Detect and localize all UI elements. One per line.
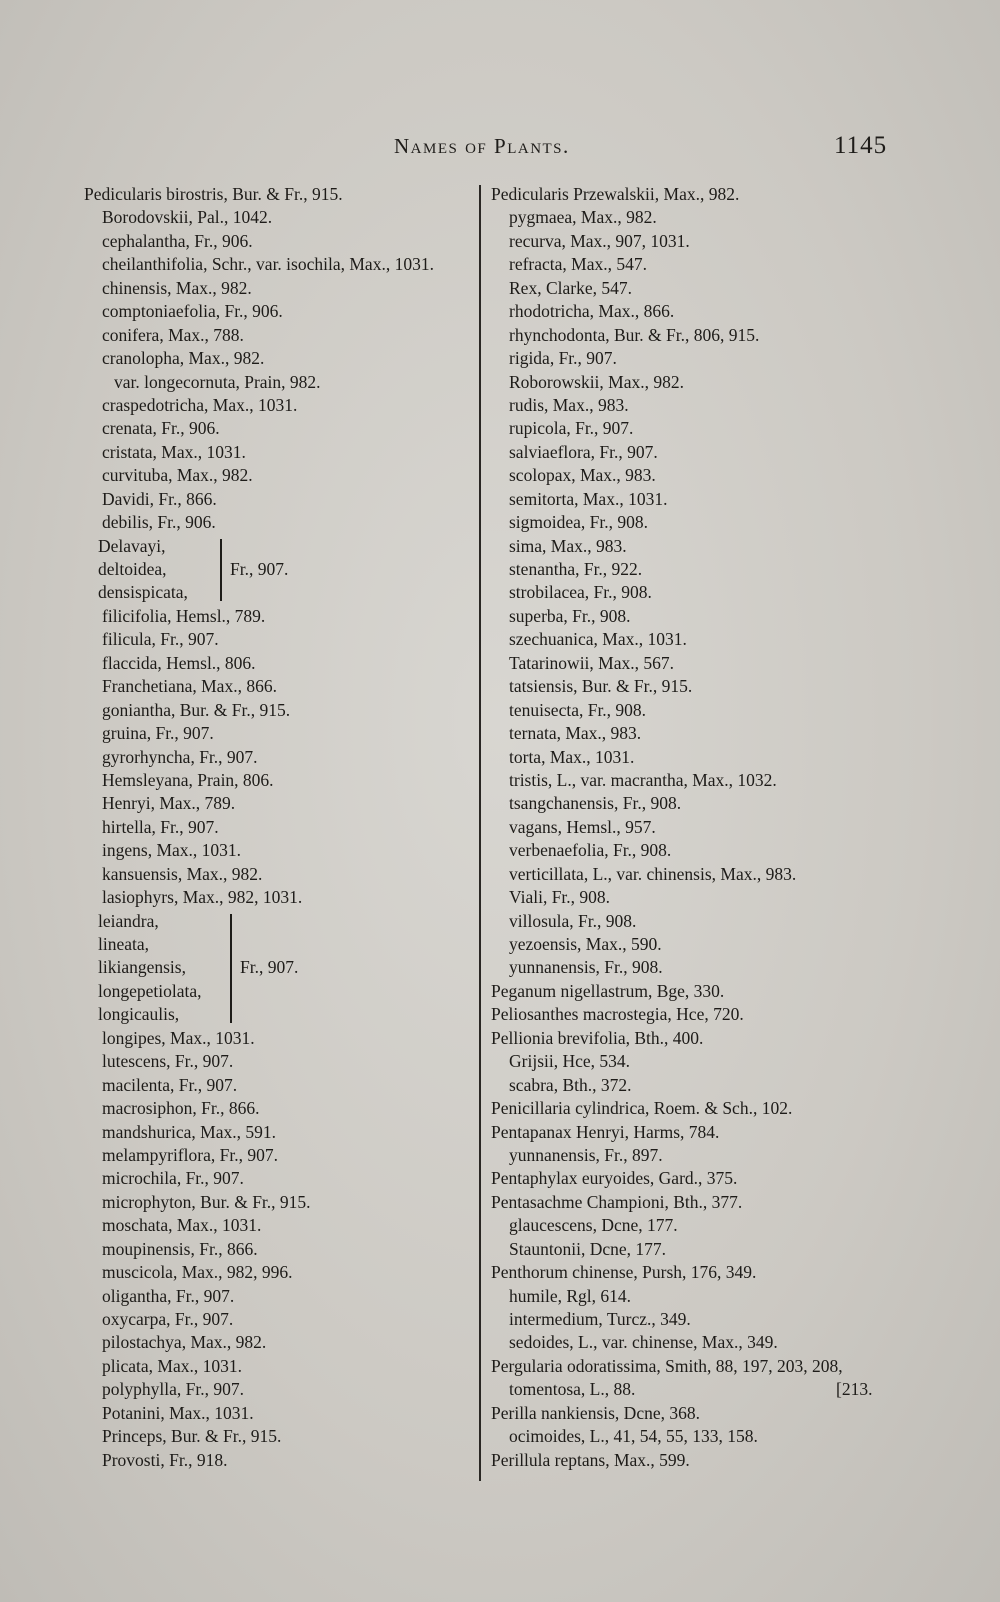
index-entry-species (84, 1285, 484, 1308)
entry-text: Pedicularis Przewalskii, Max., 982. (491, 184, 740, 204)
entry-text: Perilla nankiensis, Dcne, 368. (491, 1402, 700, 1423)
index-entry-species (84, 371, 484, 394)
entry-text: verbenaefolia, Fr., 908. (509, 840, 672, 861)
index-entry-species (491, 839, 911, 862)
entry-text: glaucescens, Dcne, 177. (509, 1215, 678, 1236)
entry-text: cheilanthifolia, Schr., var. isochila, Max., 1031. (102, 254, 434, 275)
index-entry-species (84, 1308, 484, 1331)
index-entry-species (84, 699, 484, 722)
index-entry-species (491, 769, 911, 792)
entry-text: yezoensis, Max., 590. (509, 934, 662, 954)
index-entry-species (491, 488, 911, 511)
entry-text: Penicillaria cylindrica, Roem. & Sch., 102. (491, 1098, 793, 1119)
group-authority: Fr., 907. (240, 957, 299, 978)
entry-text: pygmaea, Max., 982. (509, 207, 657, 228)
entry-text: moschata, Max., 1031. (102, 1215, 262, 1236)
index-entry-species (491, 277, 911, 300)
entry-text: longipes, Max., 1031. (102, 1027, 255, 1048)
entry-text: cristata, Max., 1031. (102, 441, 246, 462)
bracketed-species-group (84, 910, 484, 1027)
entry-text: Provosti, Fr., 918. (102, 1449, 228, 1470)
index-entry-genus (491, 1003, 911, 1026)
entry-text: lasiophyrs, Max., 982, 1031. (102, 887, 303, 908)
index-entry-species (491, 441, 911, 464)
index-entry-species (491, 581, 911, 604)
entry-text: verticillata, L., var. chinensis, Max., 983. (509, 863, 797, 884)
index-entry-species (84, 253, 484, 276)
entry-text: microchila, Fr., 907. (102, 1168, 244, 1189)
entry-text: Tatarinowii, Max., 567. (509, 652, 674, 673)
index-entry-species (491, 886, 911, 909)
index-entry-species (84, 277, 484, 300)
index-entry-species (491, 253, 911, 276)
entry-text: Pentasachme Championi, Bth., 377. (491, 1191, 743, 1212)
index-entry-species (84, 1074, 484, 1097)
index-entry-species (491, 816, 911, 839)
entry-text: hirtella, Fr., 907. (102, 816, 219, 837)
index-entry-genus (491, 1167, 911, 1190)
entry-text: rhynchodonta, Bur. & Fr., 806, 915. (509, 324, 760, 345)
index-entry-species (491, 394, 911, 417)
index-entry-species (84, 652, 484, 675)
index-entry-species (491, 1238, 911, 1261)
index-entry-genus (491, 1355, 911, 1378)
entry-text: humile, Rgl, 614. (509, 1285, 632, 1306)
index-entry-species: deltoidea, (98, 559, 167, 579)
entry-text: filicifolia, Hemsl., 789. (102, 605, 266, 626)
entry-text: yunnanensis, Fr., 897. (509, 1144, 663, 1165)
entry-text: plicata, Max., 1031. (102, 1355, 242, 1376)
entry-text: semitorta, Max., 1031. (509, 488, 668, 509)
entry-text: crenata, Fr., 906. (102, 418, 220, 439)
entry-text: sima, Max., 983. (509, 535, 627, 556)
index-entry-species (491, 1378, 911, 1401)
index-entry-species (84, 1449, 484, 1472)
index-entry-species (84, 675, 484, 698)
index-entry-species (491, 1074, 911, 1097)
group-authority: Fr., 907. (230, 559, 289, 580)
entry-text: Pentapanax Henryi, Harms, 784. (491, 1121, 720, 1142)
right-index-column (491, 183, 911, 1472)
index-entry-species (491, 535, 911, 558)
entry-text: Penthorum chinense, Pursh, 176, 349. (491, 1262, 757, 1283)
index-entry-species (491, 652, 911, 675)
index-entry-species (84, 206, 484, 229)
index-entry-species (84, 511, 484, 534)
curly-brace (230, 914, 232, 1023)
entry-text: strobilacea, Fr., 908. (509, 582, 652, 603)
index-entry-species (491, 1425, 911, 1448)
column-divider (479, 185, 481, 1481)
index-entry-species (491, 933, 911, 956)
entry-text: stenantha, Fr., 922. (509, 559, 643, 579)
bracketed-species-group (84, 535, 484, 605)
entry-text: Princeps, Bur. & Fr., 915. (102, 1426, 282, 1447)
entry-text: Potanini, Max., 1031. (102, 1402, 254, 1423)
index-entry-genus (491, 183, 911, 206)
index-entry-species (491, 417, 911, 440)
index-entry-genus (491, 1191, 911, 1214)
index-entry-genus (491, 980, 911, 1003)
entry-text: sedoides, L., var. chinense, Max., 349. (509, 1332, 778, 1353)
index-entry-species (491, 746, 911, 769)
index-entry-species (491, 910, 911, 933)
index-entry-species (491, 792, 911, 815)
entry-text: goniantha, Bur. & Fr., 915. (102, 699, 291, 720)
index-entry-species (84, 1191, 484, 1214)
index-entry-species (84, 886, 484, 909)
index-entry-species (84, 300, 484, 323)
entry-text: Borodovskii, Pal., 1042. (102, 207, 273, 228)
entry-text: recurva, Max., 907, 1031. (509, 230, 690, 251)
index-entry-species (84, 1402, 484, 1425)
entry-text: refracta, Max., 547. (509, 254, 647, 275)
index-entry-species (491, 605, 911, 628)
index-entry-species (491, 300, 911, 323)
entry-text: Pellionia brevifolia, Bth., 400. (491, 1027, 704, 1048)
entry-text: Stauntonii, Dcne, 177. (509, 1238, 666, 1259)
entry-text: debilis, Fr., 906. (102, 512, 216, 533)
index-entry-species (491, 347, 911, 370)
index-entry-species (491, 324, 911, 347)
left-index-column (84, 183, 484, 1472)
index-entry-species (84, 1050, 484, 1073)
index-entry-species (84, 1097, 484, 1120)
entry-text: torta, Max., 1031. (509, 746, 635, 767)
index-entry-species (491, 1331, 911, 1354)
entry-text: Grijsii, Hce, 534. (509, 1051, 631, 1072)
index-entry-species (84, 816, 484, 839)
entry-text: conifera, Max., 788. (102, 324, 244, 345)
entry-text: scolopax, Max., 983. (509, 465, 656, 486)
entry-text: tenuisecta, Fr., 908. (509, 699, 647, 720)
index-entry-species (491, 628, 911, 651)
entry-text: melampyriflora, Fr., 907. (102, 1144, 278, 1165)
index-entry-species (84, 1331, 484, 1354)
entry-text: curvituba, Max., 982. (102, 465, 253, 486)
entry-text: var. longecornuta, Prain, 982. (114, 371, 321, 392)
entry-text: kansuensis, Max., 982. (102, 863, 263, 884)
index-entry-species (491, 1308, 911, 1331)
entry-text: ingens, Max., 1031. (102, 840, 242, 861)
entry-text: superba, Fr., 908. (509, 605, 631, 626)
index-entry-species (84, 605, 484, 628)
entry-text: Roborowskii, Max., 982. (509, 371, 684, 392)
curly-brace (220, 539, 222, 601)
entry-text: chinensis, Max., 982. (102, 277, 252, 298)
entry-continuation: [213. (836, 1379, 873, 1400)
index-entry-species (84, 1214, 484, 1237)
index-entry-species (491, 230, 911, 253)
index-entry-genus (491, 1261, 911, 1284)
entry-text: yunnanensis, Fr., 908. (509, 957, 663, 978)
running-title: Names of Plants. (394, 134, 570, 158)
entry-text: tristis, L., var. macrantha, Max., 1032. (509, 769, 777, 790)
index-entry-species (491, 206, 911, 229)
entry-text: gyrorhyncha, Fr., 907. (102, 746, 258, 767)
entry-text: vagans, Hemsl., 957. (509, 816, 656, 837)
index-entry-species (84, 1167, 484, 1190)
index-entry-genus (491, 1027, 911, 1050)
entry-text: tatsiensis, Bur. & Fr., 915. (509, 676, 693, 697)
index-entry-species (491, 1285, 911, 1308)
entry-text: scabra, Bth., 372. (509, 1074, 632, 1095)
index-entry-species (84, 769, 484, 792)
index-entry-species (84, 792, 484, 815)
index-entry-species (491, 956, 911, 979)
index-entry-species (491, 1144, 911, 1167)
index-entry-genus (84, 183, 484, 206)
entry-text: Pergularia odoratissima, Smith, 88, 197, 203, 208, (491, 1355, 843, 1376)
entry-text: cranolopha, Max., 982. (102, 348, 265, 369)
entry-text: ocimoides, L., 41, 54, 55, 133, 158. (509, 1426, 758, 1447)
entry-text: szechuanica, Max., 1031. (509, 629, 687, 650)
index-entry-species (84, 839, 484, 862)
index-entry-species (84, 863, 484, 886)
index-entry-species (84, 417, 484, 440)
entry-text: Perillula reptans, Max., 599. (491, 1449, 690, 1470)
index-entry-species (84, 722, 484, 745)
index-entry-species (84, 488, 484, 511)
entry-text: oligantha, Fr., 907. (102, 1285, 235, 1306)
running-head (0, 128, 1000, 168)
index-entry-species (491, 371, 911, 394)
entry-text: Davidi, Fr., 866. (102, 488, 217, 509)
index-entry-species (84, 324, 484, 347)
entry-text: intermedium, Turcz., 349. (509, 1309, 691, 1329)
entry-text: flaccida, Hemsl., 806. (102, 652, 256, 673)
entry-text: villosula, Fr., 908. (509, 910, 637, 931)
index-entry-species (491, 1050, 911, 1073)
index-entry-species: densispicata, (98, 582, 188, 603)
entry-text: polyphylla, Fr., 907. (102, 1379, 244, 1400)
index-entry-species (491, 699, 911, 722)
entry-text: Henryi, Max., 789. (102, 793, 236, 814)
entry-text: rhodotricha, Max., 866. (509, 301, 675, 322)
entry-text: microphyton, Bur. & Fr., 915. (102, 1191, 311, 1212)
page-number: 1145 (834, 132, 888, 159)
index-entry-species (491, 511, 911, 534)
entry-text: rudis, Max., 983. (509, 394, 629, 415)
index-entry-species (84, 1027, 484, 1050)
index-entry-species: Delavayi, (98, 535, 166, 556)
index-entry-species (84, 1121, 484, 1144)
entry-text: cephalantha, Fr., 906. (102, 230, 253, 251)
entry-text: moupinensis, Fr., 866. (102, 1238, 258, 1259)
index-entry-species (84, 1425, 484, 1448)
entry-text: Peliosanthes macrostegia, Hce, 720. (491, 1004, 744, 1025)
index-entry-species (84, 230, 484, 253)
entry-text: sigmoidea, Fr., 908. (509, 512, 649, 533)
index-entry-species (84, 1261, 484, 1284)
index-entry-species (491, 722, 911, 745)
entry-text: comptoniaefolia, Fr., 906. (102, 301, 283, 322)
index-entry-species (84, 1144, 484, 1167)
index-entry-species (84, 347, 484, 370)
entry-text: Pedicularis birostris, Bur. & Fr., 915. (84, 184, 343, 204)
index-entry-species (84, 1238, 484, 1261)
index-entry-species: longicaulis, (98, 1004, 180, 1025)
entry-text: salviaeflora, Fr., 907. (509, 441, 658, 462)
entry-text: muscicola, Max., 982, 996. (102, 1262, 293, 1283)
entry-text: filicula, Fr., 907. (102, 629, 219, 650)
index-entry-species: lineata, (98, 934, 150, 954)
index-entry-species (84, 746, 484, 769)
entry-text: lutescens, Fr., 907. (102, 1051, 234, 1072)
index-entry-species (84, 464, 484, 487)
index-entry-species: likiangensis, (98, 957, 186, 978)
index-entry-species (491, 863, 911, 886)
entry-text: tsangchanensis, Fr., 908. (509, 793, 682, 814)
entry-text: macrosiphon, Fr., 866. (102, 1098, 260, 1119)
entry-text: gruina, Fr., 907. (102, 723, 214, 744)
entry-text: Peganum nigellastrum, Bge, 330. (491, 980, 725, 1001)
index-entry-species (84, 1355, 484, 1378)
index-entry-species (491, 1214, 911, 1237)
index-entry-genus (491, 1097, 911, 1120)
entry-text: rigida, Fr., 907. (509, 348, 617, 369)
index-entry-species (491, 464, 911, 487)
index-entry-species: longepetiolata, (98, 980, 202, 1001)
entry-text: mandshurica, Max., 591. (102, 1121, 276, 1142)
index-entry-genus (491, 1121, 911, 1144)
index-entry-species (491, 558, 911, 581)
index-entry-genus (491, 1402, 911, 1425)
entry-text: ternata, Max., 983. (509, 723, 642, 744)
entry-text: oxycarpa, Fr., 907. (102, 1309, 234, 1329)
index-entry-genus (491, 1449, 911, 1472)
entry-text: Franchetiana, Max., 866. (102, 676, 277, 697)
entry-text: Hemsleyana, Prain, 806. (102, 769, 274, 790)
index-entry-species (84, 1378, 484, 1401)
entry-text: rupicola, Fr., 907. (509, 418, 634, 439)
entry-text: macilenta, Fr., 907. (102, 1074, 238, 1095)
index-entry-species (84, 441, 484, 464)
entry-text: Pentaphylax euryoides, Gard., 375. (491, 1168, 738, 1189)
entry-text: craspedotricha, Max., 1031. (102, 394, 298, 415)
entry-text: pilostachya, Max., 982. (102, 1332, 267, 1353)
index-entry-species (84, 394, 484, 417)
index-entry-species (84, 628, 484, 651)
entry-text: tomentosa, L., 88. (509, 1379, 636, 1400)
index-entry-species: leiandra, (98, 910, 159, 931)
entry-text: Viali, Fr., 908. (509, 887, 611, 908)
index-entry-species (491, 675, 911, 698)
entry-text: Rex, Clarke, 547. (509, 277, 632, 298)
